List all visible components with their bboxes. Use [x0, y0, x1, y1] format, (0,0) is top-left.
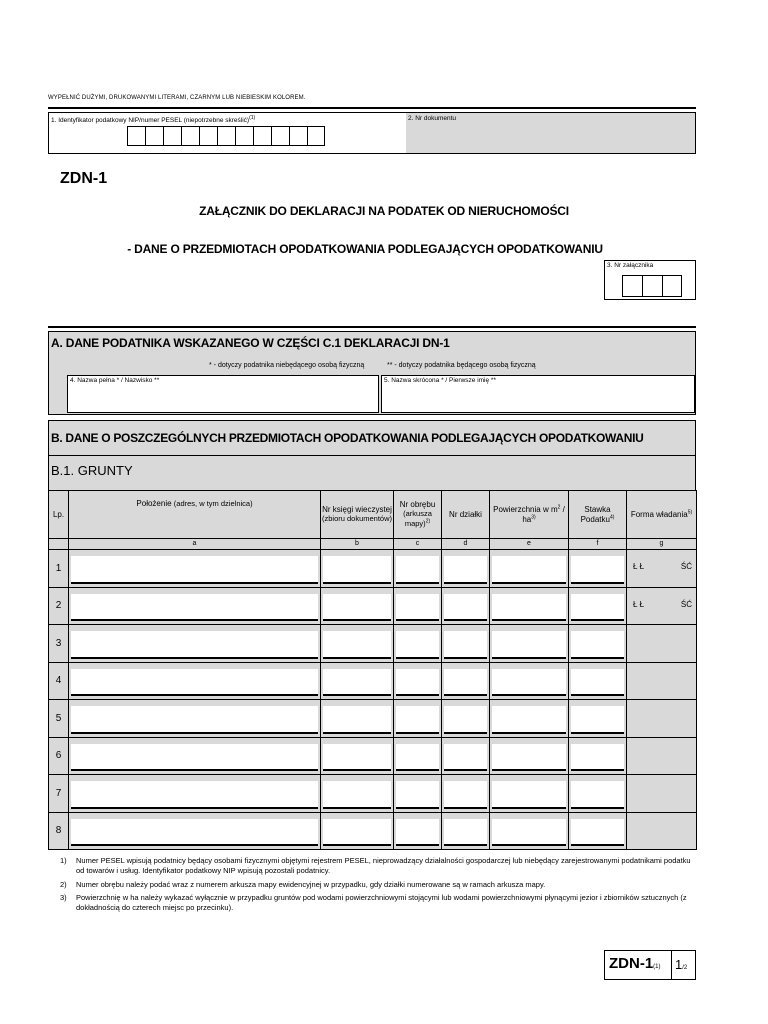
land-register-input[interactable]: [323, 819, 391, 847]
row-number: 5: [49, 700, 69, 738]
location-input-cell: [69, 625, 321, 663]
plot-input-cell: [442, 812, 490, 850]
column-letters-row: [49, 539, 697, 550]
plot-input-cell: [442, 737, 490, 775]
ownership-cell: [627, 775, 697, 813]
plot-input-cell: [442, 587, 490, 625]
plot-input[interactable]: [444, 594, 487, 622]
land-register-input[interactable]: [323, 594, 391, 622]
location-input[interactable]: [71, 594, 318, 622]
tax-rate-input-cell: [569, 812, 627, 850]
area-input-cell: [490, 775, 569, 813]
footer-form-code: ZDN-1(1): [609, 955, 661, 972]
location-input[interactable]: [71, 819, 318, 847]
tax-rate-input[interactable]: [571, 781, 624, 809]
tax-rate-input-cell: [569, 662, 627, 700]
header-area: Powierzchnia w $m^2$ / $ha^{3)}$: [490, 491, 569, 539]
precinct-input-cell: [394, 812, 442, 850]
ownership-cell: [627, 550, 697, 588]
column-letter: f: [569, 539, 627, 550]
area-input-cell: [490, 812, 569, 850]
area-input[interactable]: [492, 819, 566, 847]
plot-input-cell: [442, 550, 490, 588]
plot-input-cell: [442, 700, 490, 738]
location-input[interactable]: [71, 631, 318, 659]
area-input[interactable]: [492, 556, 566, 584]
tax-rate-input-cell: [569, 775, 627, 813]
header-location: Położenie (adres, w tym dzielnica): [69, 491, 321, 539]
tax-rate-input[interactable]: [571, 594, 624, 622]
precinct-input-cell: [394, 700, 442, 738]
area-input-cell: [490, 587, 569, 625]
attachment-number-input[interactable]: [622, 275, 682, 297]
page-number: 1/2: [675, 957, 688, 972]
land-register-input-cell: [321, 550, 394, 588]
plot-input[interactable]: [444, 706, 487, 734]
plot-input[interactable]: [444, 556, 487, 584]
short-name-label: 5. Nazwa skrócona * / Pierwsze imię **: [384, 377, 496, 384]
taxpayer-id-cell: [49, 113, 407, 153]
full-name-label: 4. Nazwa pełna * / Nazwisko **: [70, 377, 160, 384]
row-number: 6: [49, 737, 69, 775]
plot-input[interactable]: [444, 669, 487, 697]
plot-input[interactable]: [444, 744, 487, 772]
row-number: 4: [49, 662, 69, 700]
header-land-register: Nr księgi wieczystej (zbioru dokumentów): [321, 491, 394, 539]
row-number: 2: [49, 587, 69, 625]
land-register-input-cell: [321, 775, 394, 813]
tax-rate-input[interactable]: [571, 556, 624, 584]
table-row: [49, 700, 697, 738]
column-letter: c: [394, 539, 442, 550]
location-input[interactable]: [71, 744, 318, 772]
plot-input-cell: [442, 625, 490, 663]
footnote: 1) Numer PESEL wpisują podatnicy będący osobami fizycznymi objętymi rejestrem PESEL, nieprowadzący działalności gospodarczej lub niebędący zarejestrowanymi podatnikami podatku od towarów i usług. Identyfikator podatkowy NIP wpisują pozostali podatnicy.: [60, 856, 691, 875]
page-footer: [604, 950, 696, 980]
tax-rate-input-cell: [569, 700, 627, 738]
tax-rate-input[interactable]: [571, 669, 624, 697]
section-divider: [48, 326, 696, 328]
plot-input[interactable]: [444, 781, 487, 809]
footnotes: [60, 856, 700, 917]
taxpayer-id-label: 1. Identyfikator podatkowy NIP/numer PESEL (niepotrzebne skreślić)$^{(1)}$: [51, 115, 256, 125]
land-register-input-cell: [321, 587, 394, 625]
column-letter: e: [490, 539, 569, 550]
form-instruction: WYPEŁNIĆ DUŻYMI, DRUKOWANYMI LITERAMI, CZARNYM LUB NIEBIESKIM KOLOREM.: [48, 95, 306, 101]
precinct-input-cell: [394, 737, 442, 775]
row-number: 8: [49, 812, 69, 850]
land-register-input-cell: [321, 812, 394, 850]
form-subtitle: - DANE O PRZEDMIOTACH OPODATKOWANIA PODLEGAJĄCYCH OPODATKOWANIU: [127, 242, 603, 256]
header-ownership: Forma władania$^{5)}$: [627, 491, 697, 539]
section-a-note-2: ** - dotyczy podatnika będącego osobą fizyczną: [387, 362, 536, 369]
document-number-label: 2. Nr dokumentu: [408, 115, 457, 122]
form-code: ZDN-1: [60, 170, 108, 187]
area-input[interactable]: [492, 669, 566, 697]
land-register-input-cell: [321, 625, 394, 663]
precinct-input-cell: [394, 550, 442, 588]
section-a: [48, 331, 696, 415]
attachment-number-label: 3. Nr załącznika: [607, 262, 654, 269]
land-table: [48, 490, 697, 850]
precinct-input[interactable]: [396, 819, 439, 847]
tax-rate-input[interactable]: [571, 819, 624, 847]
section-b1: [48, 456, 696, 490]
location-input[interactable]: [71, 669, 318, 697]
land-register-input[interactable]: [323, 744, 391, 772]
tax-rate-input[interactable]: [571, 706, 624, 734]
attachment-number-box: [604, 260, 696, 300]
header-plot: Nr działki: [442, 491, 490, 539]
tax-rate-input[interactable]: [571, 744, 624, 772]
short-name-field[interactable]: [381, 375, 695, 413]
tax-rate-input-cell: [569, 587, 627, 625]
form-title: ZAŁĄCZNIK DO DEKLARACJI NA PODATEK OD NIERUCHOMOŚCI: [199, 204, 569, 218]
section-a-note-1: * - dotyczy podatnika niebędącego osobą fizyczną: [209, 362, 365, 369]
plot-input[interactable]: [444, 631, 487, 659]
top-divider: [48, 107, 696, 109]
row-number: 7: [49, 775, 69, 813]
area-input[interactable]: [492, 781, 566, 809]
row-number: 3: [49, 625, 69, 663]
location-input-cell: [69, 775, 321, 813]
table-row: [49, 812, 697, 850]
table-row: [49, 775, 697, 813]
plot-input-cell: [442, 662, 490, 700]
precinct-input[interactable]: [396, 669, 439, 697]
column-letter: d: [442, 539, 490, 550]
footnote: 3) Powierzchnię w ha należy wykazać wyłącznie w przypadku gruntów pod wodami powierzchniowymi stojącymi lub wodami powierzchniowymi płynącymi jezior i zbiorników sztucznych (z dokładnością do czterech miejsc po przecinku).: [60, 893, 687, 912]
location-input[interactable]: [71, 556, 318, 584]
area-input-cell: [490, 662, 569, 700]
land-register-input-cell: [321, 700, 394, 738]
precinct-input[interactable]: [396, 556, 439, 584]
tax-rate-input-cell: [569, 625, 627, 663]
section-a-title: A. DANE PODATNIKA WSKAZANEGO W CZĘŚCI C.1 DEKLARACJI DN-1: [51, 336, 450, 350]
table-row: [49, 737, 697, 775]
section-b1-title: B.1. GRUNTY: [51, 463, 133, 478]
precinct-input-cell: [394, 775, 442, 813]
ownership-cell: [627, 587, 697, 625]
taxpayer-id-input[interactable]: [127, 126, 325, 146]
location-input[interactable]: [71, 706, 318, 734]
table-row: [49, 550, 697, 588]
area-input-cell: [490, 625, 569, 663]
precinct-input[interactable]: [396, 744, 439, 772]
location-input-cell: [69, 587, 321, 625]
location-input-cell: [69, 700, 321, 738]
land-register-input[interactable]: [323, 781, 391, 809]
ownership-cell: [627, 737, 697, 775]
ownership-cell: [627, 812, 697, 850]
land-register-input[interactable]: [323, 631, 391, 659]
ownership-input[interactable]: Ł Ł ŚĆ: [633, 562, 692, 571]
column-letter: b: [321, 539, 394, 550]
land-register-input-cell: [321, 737, 394, 775]
document-number-cell: [406, 113, 695, 153]
location-input-cell: [69, 662, 321, 700]
ownership-cell: [627, 700, 697, 738]
area-input[interactable]: [492, 631, 566, 659]
table-row: [49, 587, 697, 625]
header-tax-rate: Stawka Podatku$^{4)}$: [569, 491, 627, 539]
full-name-field[interactable]: [67, 375, 379, 413]
area-input-cell: [490, 550, 569, 588]
land-register-input[interactable]: [323, 706, 391, 734]
tax-rate-input-cell: [569, 737, 627, 775]
header-lp: Lp.: [49, 491, 69, 539]
section-b: [48, 420, 696, 456]
footnote: 2) Numer obrębu należy podać wraz z numerem arkusza mapy ewidencyjnej w przypadku, gdy działki numerowane są w ramach arkusza mapy.: [60, 879, 546, 889]
precinct-input[interactable]: [396, 631, 439, 659]
location-input[interactable]: [71, 781, 318, 809]
area-input[interactable]: [492, 706, 566, 734]
column-letter: a: [69, 539, 321, 550]
tax-rate-input-cell: [569, 550, 627, 588]
ownership-cell: [627, 625, 697, 663]
identifier-box: [48, 112, 696, 154]
area-input[interactable]: [492, 594, 566, 622]
table-header-row: [49, 491, 697, 539]
area-input-cell: [490, 700, 569, 738]
precinct-input-cell: [394, 587, 442, 625]
area-input-cell: [490, 737, 569, 775]
row-number: 1: [49, 550, 69, 588]
precinct-input-cell: [394, 625, 442, 663]
section-b-title: B. DANE O POSZCZEGÓLNYCH PRZEDMIOTACH OPODATKOWANIA PODLEGAJĄCYCH OPODATKOWANIU: [51, 431, 644, 445]
location-input-cell: [69, 550, 321, 588]
ownership-input[interactable]: Ł Ł ŚĆ: [633, 599, 692, 609]
land-register-input-cell: [321, 662, 394, 700]
precinct-input[interactable]: [396, 781, 439, 809]
precinct-input[interactable]: [396, 594, 439, 622]
land-register-input[interactable]: [323, 669, 391, 697]
location-input-cell: [69, 812, 321, 850]
precinct-input[interactable]: [396, 706, 439, 734]
land-register-input[interactable]: [323, 556, 391, 584]
table-row: [49, 625, 697, 663]
tax-rate-input[interactable]: [571, 631, 624, 659]
area-input[interactable]: [492, 744, 566, 772]
precinct-input-cell: [394, 662, 442, 700]
ownership-cell: [627, 662, 697, 700]
location-input-cell: [69, 737, 321, 775]
column-letter: g: [627, 539, 697, 550]
plot-input-cell: [442, 775, 490, 813]
header-precinct: Nr obrębu (arkusza mapy)$^{2)}$: [394, 491, 442, 539]
table-row: [49, 662, 697, 700]
plot-input[interactable]: [444, 819, 487, 847]
